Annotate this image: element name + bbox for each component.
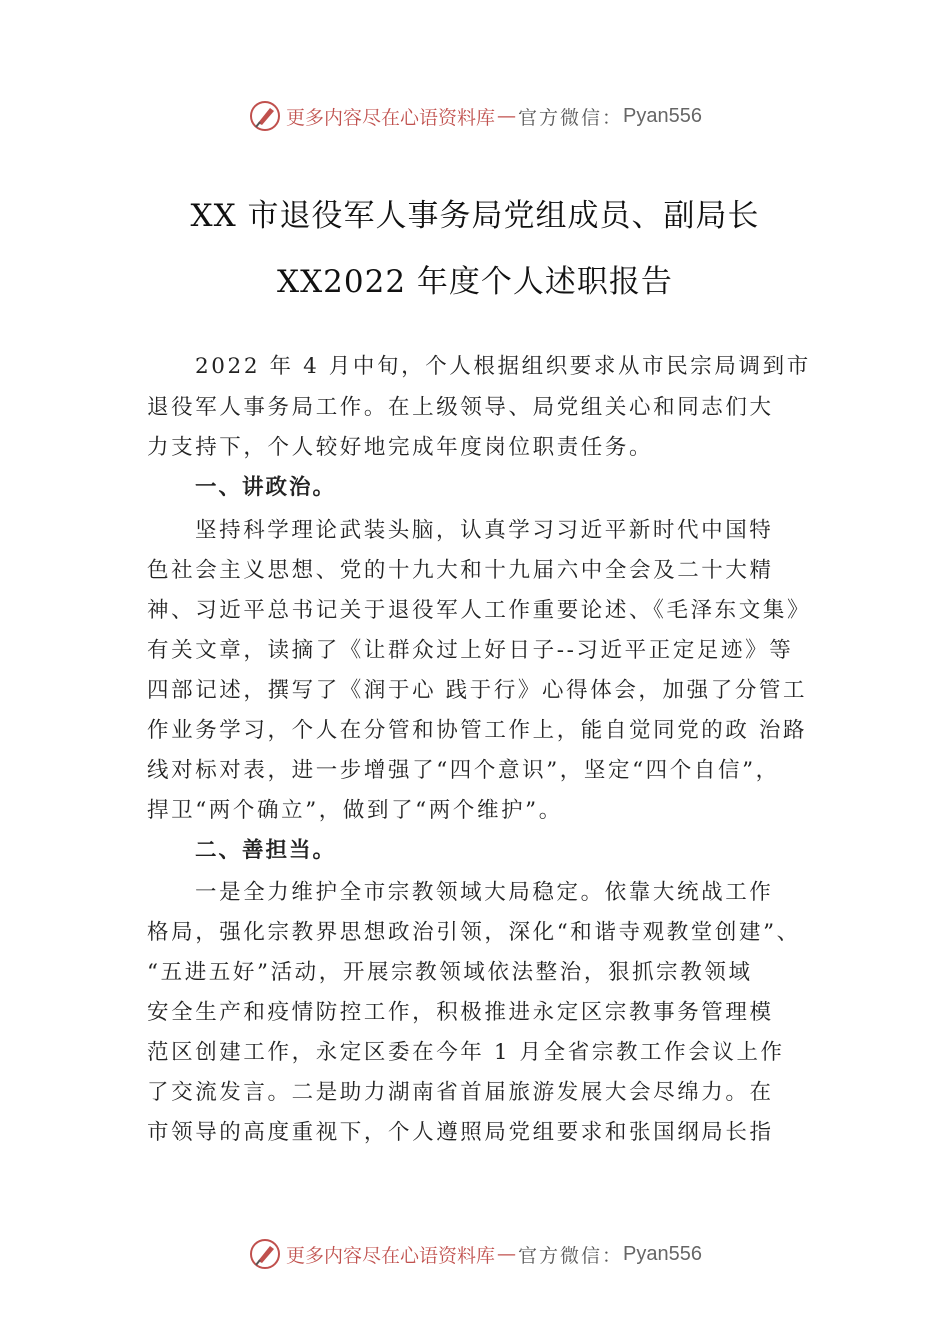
watermark-site-name: 更多内容尽在心语资料库 xyxy=(286,1244,496,1267)
paragraph-line: 2022 年 4 月中旬，个人根据组织要求从市民宗局调到市 xyxy=(195,354,811,379)
pen-logo-icon xyxy=(248,1237,282,1271)
watermark-wechat-label: 官方微信： xyxy=(518,1244,624,1267)
paragraph-line: 四部记述，撰写了《润于心 践于行》心得体会，加强了分管工 xyxy=(147,678,808,703)
paragraph-line: 线对标对表，进一步增强了“四个意识”，坚定“四个自信”， xyxy=(147,758,780,783)
watermark-wechat-id: Pyan556 xyxy=(623,104,702,127)
watermark-site-name: 更多内容尽在心语资料库 xyxy=(286,106,496,129)
paragraph-line: 格局，强化宗教界思想政治引领，深化“和谐寺观教堂创建”、 xyxy=(147,920,801,945)
watermark-footer xyxy=(0,1234,950,1274)
paragraph-line: 有关文章，读摘了《让群众过上好日子--习近平正定足迹》等 xyxy=(147,638,794,663)
section-heading-1: 一、讲政治。 xyxy=(195,475,337,500)
watermark-wechat-id: Pyan556 xyxy=(623,1242,702,1265)
paragraph-line: 坚持科学理论武装头脑，认真学习习近平新时代中国特 xyxy=(195,518,774,543)
document-title-line-1: XX 市退役军人事务局党组成员、副局长 xyxy=(190,198,760,234)
paragraph-line: 安全生产和疫情防控工作，积极推进永定区宗教事务管理模 xyxy=(147,1000,774,1025)
paragraph-line: “五进五好”活动，开展宗教领域依法整治，狠抓宗教领域 xyxy=(147,960,753,985)
section-heading-2: 二、善担当。 xyxy=(195,838,337,863)
document-title-line-2: XX2022 年度个人述职报告 xyxy=(277,264,673,300)
paragraph-line: 捍卫“两个确立”，做到了“两个维护”。 xyxy=(147,798,563,823)
watermark-separator: — xyxy=(497,1243,517,1265)
pen-logo-icon xyxy=(248,99,282,133)
watermark-separator: — xyxy=(497,105,517,127)
paragraph-line: 市领导的高度重视下，个人遵照局党组要求和张国纲局长指 xyxy=(147,1120,774,1145)
paragraph-line: 退役军人事务局工作。在上级领导、局党组关心和同志们大 xyxy=(147,395,774,420)
paragraph-line: 作业务学习，个人在分管和协管工作上，能自觉同党的政 治路 xyxy=(147,718,808,743)
paragraph-line: 力支持下，个人较好地完成年度岗位职责任务。 xyxy=(147,435,654,460)
paragraph-line: 色社会主义思想、党的十九大和十九届六中全会及二十大精 xyxy=(147,558,774,583)
paragraph-line: 范区创建工作，永定区委在今年 1 月全省宗教工作会议上作 xyxy=(147,1040,785,1065)
paragraph-line: 一是全力维护全市宗教领域大局稳定。依靠大统战工作 xyxy=(195,880,774,905)
watermark-header xyxy=(0,96,950,136)
paragraph-line: 了交流发言。二是助力湖南省首届旅游发展大会尽绵力。在 xyxy=(147,1080,774,1105)
paragraph-line: 神、习近平总书记关于退役军人工作重要论述、《毛泽东文集》 xyxy=(147,598,812,623)
watermark-wechat-label: 官方微信： xyxy=(518,106,624,129)
